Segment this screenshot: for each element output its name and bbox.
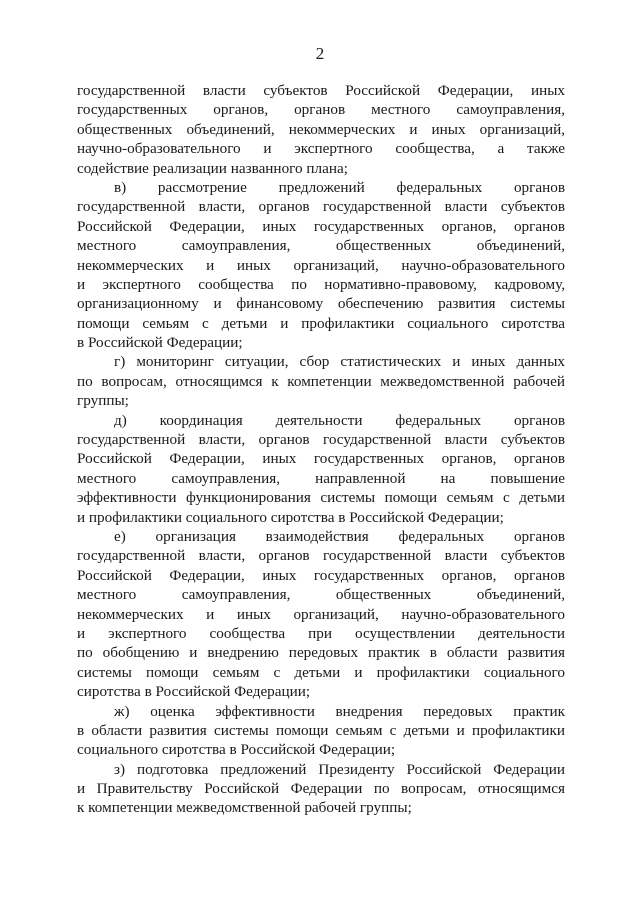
- text-line: общественных объединений, некоммерческих и иных организаций,: [77, 120, 565, 138]
- text-line: з) подготовка предложений Президенту Российской Федерации: [114, 760, 565, 778]
- text-line: некоммерческих и иных организаций, научно-образовательного: [77, 605, 565, 623]
- text-line: по вопросам, относящимся к компетенции межведомственной рабочей: [77, 372, 565, 390]
- text-line: научно-образовательного и экспертного сообщества, а также: [77, 140, 565, 158]
- paragraph-item-v: [77, 178, 565, 353]
- text-line: местного самоуправления, общественных объединений,: [77, 237, 565, 255]
- paragraph-item-g: [77, 352, 565, 410]
- text-line: некоммерческих и иных организаций, научно-образовательного: [77, 256, 565, 274]
- text-line: местного самоуправления, направленной на повышение: [77, 469, 565, 487]
- text-line: г) мониторинг ситуации, сбор статистических и иных данных: [114, 353, 565, 371]
- text-line: и профилактики социального сиротства в Российской Федерации;: [77, 508, 504, 526]
- text-line: в) рассмотрение предложений федеральных органов: [114, 178, 565, 196]
- text-line: Российской Федерации, иных государственных органов, органов: [77, 566, 565, 584]
- text-line: и экспертного сообщества при осуществлении деятельности: [77, 624, 565, 642]
- text-line: к компетенции межведомственной рабочей группы;: [77, 799, 412, 817]
- page-number: 2: [315, 44, 325, 63]
- text-line: государственной власти, органов государственной власти субъектов: [77, 431, 565, 449]
- document-body: [77, 81, 565, 818]
- text-line: содействие реализации названного плана;: [77, 159, 348, 177]
- text-line: е) организация взаимодействия федеральных органов: [114, 527, 565, 545]
- text-line: эффективности функционирования системы помощи семьям с детьми: [77, 489, 565, 507]
- text-line: и экспертного сообщества по нормативно-правовому, кадровому,: [77, 275, 565, 293]
- text-line: группы;: [77, 392, 129, 410]
- text-line: ж) оценка эффективности внедрения передовых практик: [114, 702, 565, 720]
- text-line: государственной власти, органов государственной власти субъектов: [77, 198, 565, 216]
- paragraph-item-z: [77, 760, 565, 818]
- text-line: государственной власти, органов государственной власти субъектов: [77, 547, 565, 565]
- text-line: и Правительству Российской Федерации по вопросам, относящимся: [77, 780, 565, 798]
- text-line: в области развития системы помощи семьям с детьми и профилактики: [77, 721, 565, 739]
- paragraph-item-zh: [77, 702, 565, 760]
- text-line: системы помощи семьям с детьми и профилактики социального: [77, 663, 565, 681]
- text-line: организационному и финансовому обеспечению развития системы: [77, 295, 565, 313]
- text-line: Российской Федерации, иных государственных органов, органов: [77, 217, 565, 235]
- text-line: помощи семьям с детьми и профилактики социального сиротства: [77, 314, 565, 332]
- text-line: Российской Федерации, иных государственных органов, органов: [77, 450, 565, 468]
- paragraph-item-d: [77, 411, 565, 527]
- text-line: социального сиротства в Российской Федерации;: [77, 741, 396, 759]
- text-line: сиротства в Российской Федерации;: [77, 683, 311, 701]
- paragraph-item-e: [77, 527, 565, 702]
- text-line: государственной власти субъектов Российской Федерации, иных: [77, 82, 565, 99]
- text-line: государственных органов, органов местного самоуправления,: [77, 101, 565, 119]
- text-line: по обобщению и внедрению передовых практик в области развития: [77, 644, 565, 662]
- paragraph-1: [77, 81, 565, 178]
- text-line: в Российской Федерации;: [77, 334, 243, 352]
- text-line: д) координация деятельности федеральных органов: [114, 411, 565, 429]
- text-line: местного самоуправления, общественных объединений,: [77, 586, 565, 604]
